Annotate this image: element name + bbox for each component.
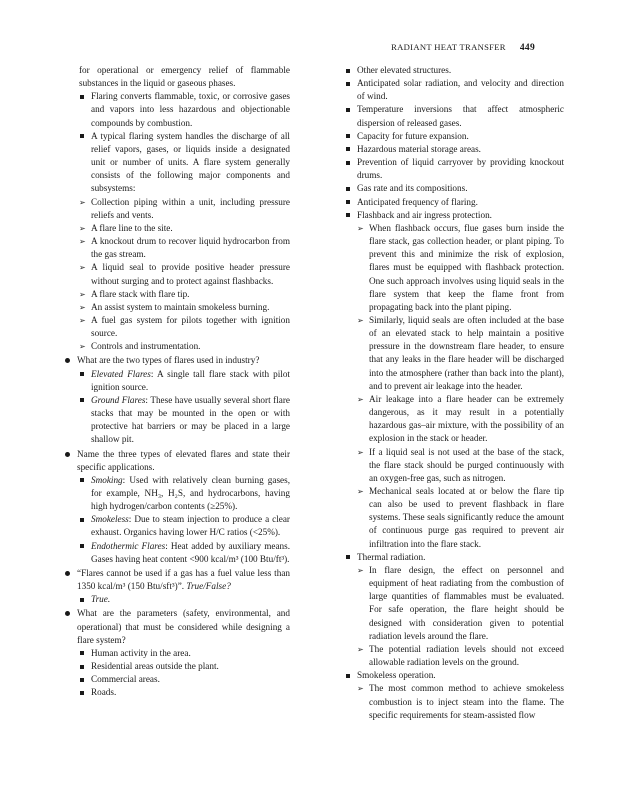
parameter-item: Commercial areas. [64,673,290,686]
flashback-item: ➢ When flashback occurs, flue gases burn inside the flare stack, gas collection header, or plant piping. To prevent this and minimize the risk of explosion, flares must be equipped with flashback protection. One such approach involves using liquid seals in the flare system that keep the flame front from propagating back into the plant piping. [342,222,564,314]
parameter-item: Other elevated structures. [342,64,564,77]
true-false-label: True/False? [186,581,231,592]
answer-term: Smokeless [91,514,129,525]
component-item: ➢ A liquid seal to provide positive header pressure without surging and to protect against flashbacks. [64,261,290,287]
answer-item [64,394,290,447]
running-title: RADIANT HEAT TRANSFER [391,42,506,52]
answer-text: : A single tall flare stack with pilot ignition source. [91,368,290,392]
answer-term: Endothermic Flares [91,540,166,551]
carryover-paragraph: for operational or emergency relief of flammable substances in the liquid or gaseous phases. [79,65,290,89]
flashback-item: ➢ Similarly, liquid seals are often included at the base of an elevated stack to help maintain a positive pressure in the downstream flare header, to ensure that any leaks in the flare header will be discharged into the atmosphere (rather than back into the plant), and to prevent air leakage into the header. [342,314,564,393]
answer-item [64,513,290,539]
right-column [342,64,564,722]
page-number: 449 [519,43,535,53]
answer-text: : These have usually several short flare stacks that may be mounted in the open or with protective hat barriers or may be placed in a large shallow pit. [91,394,290,445]
component-item: ➢ A flare line to the site. [64,222,290,235]
component-item: ➢ Controls and instrumentation. [64,340,290,353]
question-text: “Flares cannot be used if a gas has a fuel value less than 1350 kcal/m³ (150 Btu/sft³)”. [77,567,290,592]
component-item: ➢ An assist system to maintain smokeless burning. [64,301,290,314]
component-item: ➢ A fuel gas system for pilots together with ignition source. [64,314,290,340]
list-item: Flaring converts flammable, toxic, or corrosive gases and vapors into less hazardous and objectionable compounds by combustion. [64,90,290,129]
parameter-item: Prevention of liquid carryover by providing knockout drums. [342,156,564,182]
smokeless-heading: Smokeless operation. [342,669,564,682]
parameter-item: Temperature inversions that affect atmospheric dispersion of released gases. [342,103,564,129]
answer-text: : Used with relatively clean burning gases, for example, NH₃, H₂S, and hydrocarbons, having high hydrogen/carbon contents (≥25%). [91,474,290,512]
flashback-item: ➢ Air leakage into a flare header can be extremely dangerous, as it may result in a potentially hazardous gas–air mixture, with the possibility of an explosion in the stack or header. [342,393,564,446]
question-parameters: What are the parameters (safety, environmental, and operational) that must be considered while designing a flare system? [64,607,290,646]
answer-text: : Due to steam injection to produce a clear exhaust. Organics having lower H/C ratios (<25%). [91,514,290,538]
component-item: ➢ Collection piping within a unit, including pressure reliefs and vents. [64,196,290,222]
question-elevated-flares: Name the three types of elevated flares and state their specific applications. [64,448,290,474]
flashback-heading: Flashback and air ingress protection. [342,209,564,222]
answer-term: Ground Flares [91,394,146,405]
answer-item [64,540,290,566]
answer-term: Elevated Flares [91,368,151,379]
parameter-item: Roads. [64,686,290,699]
answer-term: Smoking [91,474,123,485]
list-item: A typical flaring system handles the discharge of all relief vapors, gases, or liquids inside a designated unit or number of units. A flare system generally consists of the following major components and subsystems: [64,130,290,196]
answer-item [64,474,290,513]
thermal-item: ➢ The potential radiation levels should not exceed allowable radiation levels on the ground. [342,643,564,669]
answer-item [64,368,290,394]
parameter-item: Gas rate and its compositions. [342,182,564,195]
answer-text: : Heat added by auxiliary means. Gases having heat content <900 kcal/m³ (100 Btu/ft³). [91,540,290,564]
parameter-item: Human activity in the area. [64,647,290,660]
left-column [64,64,290,700]
question-flare-types: What are the two types of flares used in industry? [64,354,290,367]
thermal-item: ➢ In flare design, the effect on personnel and equipment of heat radiating from the combustion of large quantities of flammables must be evaluated. For safe operation, the flare height should be designed with consideration given to potential radiation levels around the flare. [342,564,564,643]
question-true-false [64,567,290,593]
thermal-heading: Thermal radiation. [342,551,564,564]
parameter-item: Hazardous material storage areas. [342,143,564,156]
parameter-item: Anticipated solar radiation, and velocity and direction of wind. [342,77,564,103]
component-item: ➢ A flare stack with flare tip. [64,288,290,301]
parameter-item: Capacity for future expansion. [342,130,564,143]
component-item: ➢ A knockout drum to recover liquid hydrocarbon from the gas stream. [64,235,290,261]
parameter-item: Anticipated frequency of flaring. [342,196,564,209]
answer-item [64,593,290,606]
running-header [391,42,535,53]
smokeless-item: ➢ The most common method to achieve smokeless combustion is to inject steam into the flame. The specific requirements for steam-assisted flow [342,682,564,721]
flashback-item: ➢ Mechanical seals located at or below the flare tip can also be used to prevent flashback in flare systems. These seals significantly reduce the amount of continuous purge gas required to prevent air infiltration into the flare stack. [342,485,564,551]
parameter-item: Residential areas outside the plant. [64,660,290,673]
flashback-item: ➢ If a liquid seal is not used at the base of the stack, the flare stack should be purged continuously with an oxygen-free gas, such as nitrogen. [342,446,564,485]
answer-true: True. [91,594,111,605]
